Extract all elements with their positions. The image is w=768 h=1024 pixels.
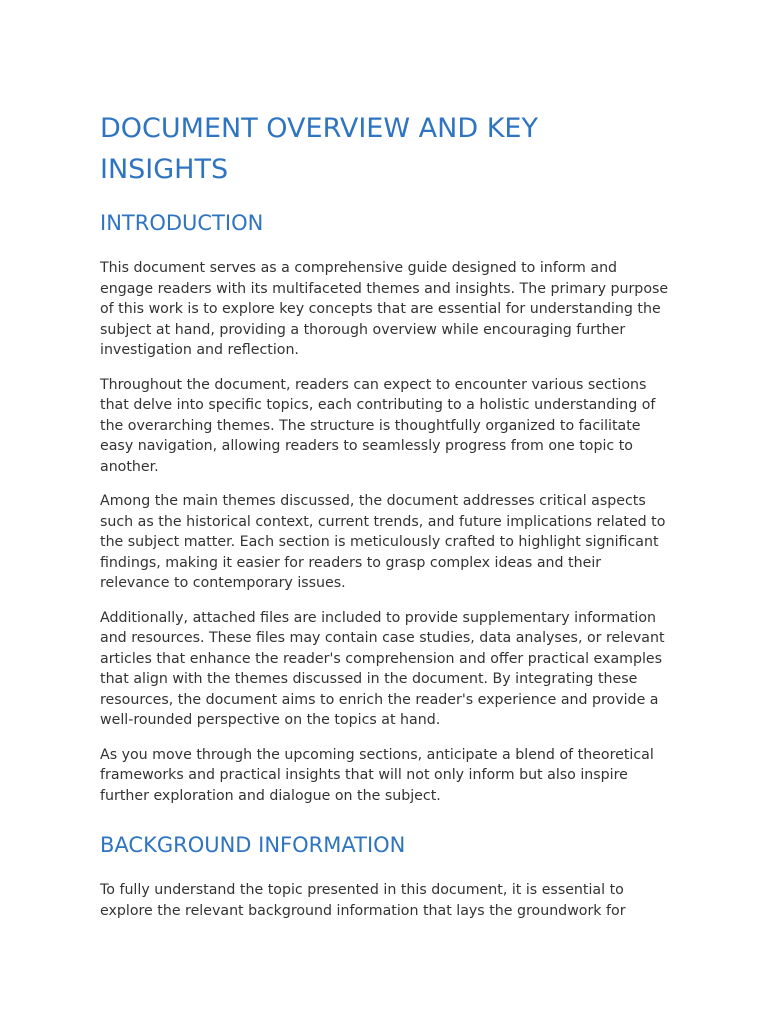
- section-heading-background-information: BACKGROUND INFORMATION: [100, 833, 406, 857]
- document-page: [100, 108, 672, 935]
- paragraph: Additionally, attached files are included to provide supplementary information and resources. These files may contain case studies, data analyses, or relevant articles that enhance the reader's comprehension and offer practical examples that align with the themes discussed in the document. By integrating these resources, the document aims to enrich the reader's experience and provide a well-rounded perspective on the topics at hand.: [100, 609, 665, 728]
- paragraph: As you move through the upcoming sections, anticipate a blend of theoretical frameworks and practical insights that will not only inform but also inspire further exploration and dialogue on the subject.: [100, 746, 654, 804]
- paragraph: To fully understand the topic presented in this document, it is essential to explore the relevant background information that lays the groundwork for: [100, 882, 626, 919]
- document-title: DOCUMENT OVERVIEW AND KEY INSIGHTS: [100, 113, 538, 185]
- paragraph: This document serves as a comprehensive guide designed to inform and engage readers with its multifaceted themes and insights. The primary purpose of this work is to explore key concepts that are essential for understanding the subject at hand, providing a thorough overview while encouraging further investigation and reflection.: [100, 260, 669, 358]
- section-heading-introduction: INTRODUCTION: [100, 211, 264, 235]
- paragraph: Throughout the document, readers can expect to encounter various sections that delve into specific topics, each contributing to a holistic understanding of the overarching themes. The structure is thoughtfully organized to facilitate easy navigation, allowing readers to seamlessly progress from one topic to another.: [100, 376, 656, 475]
- paragraph: Among the main themes discussed, the document addresses critical aspects such as the historical context, current trends, and future implications related to the subject matter. Each section is meticulously crafted to highlight significant findings, making it easier for readers to grasp complex ideas and their relevance to contemporary issues.: [100, 493, 666, 591]
